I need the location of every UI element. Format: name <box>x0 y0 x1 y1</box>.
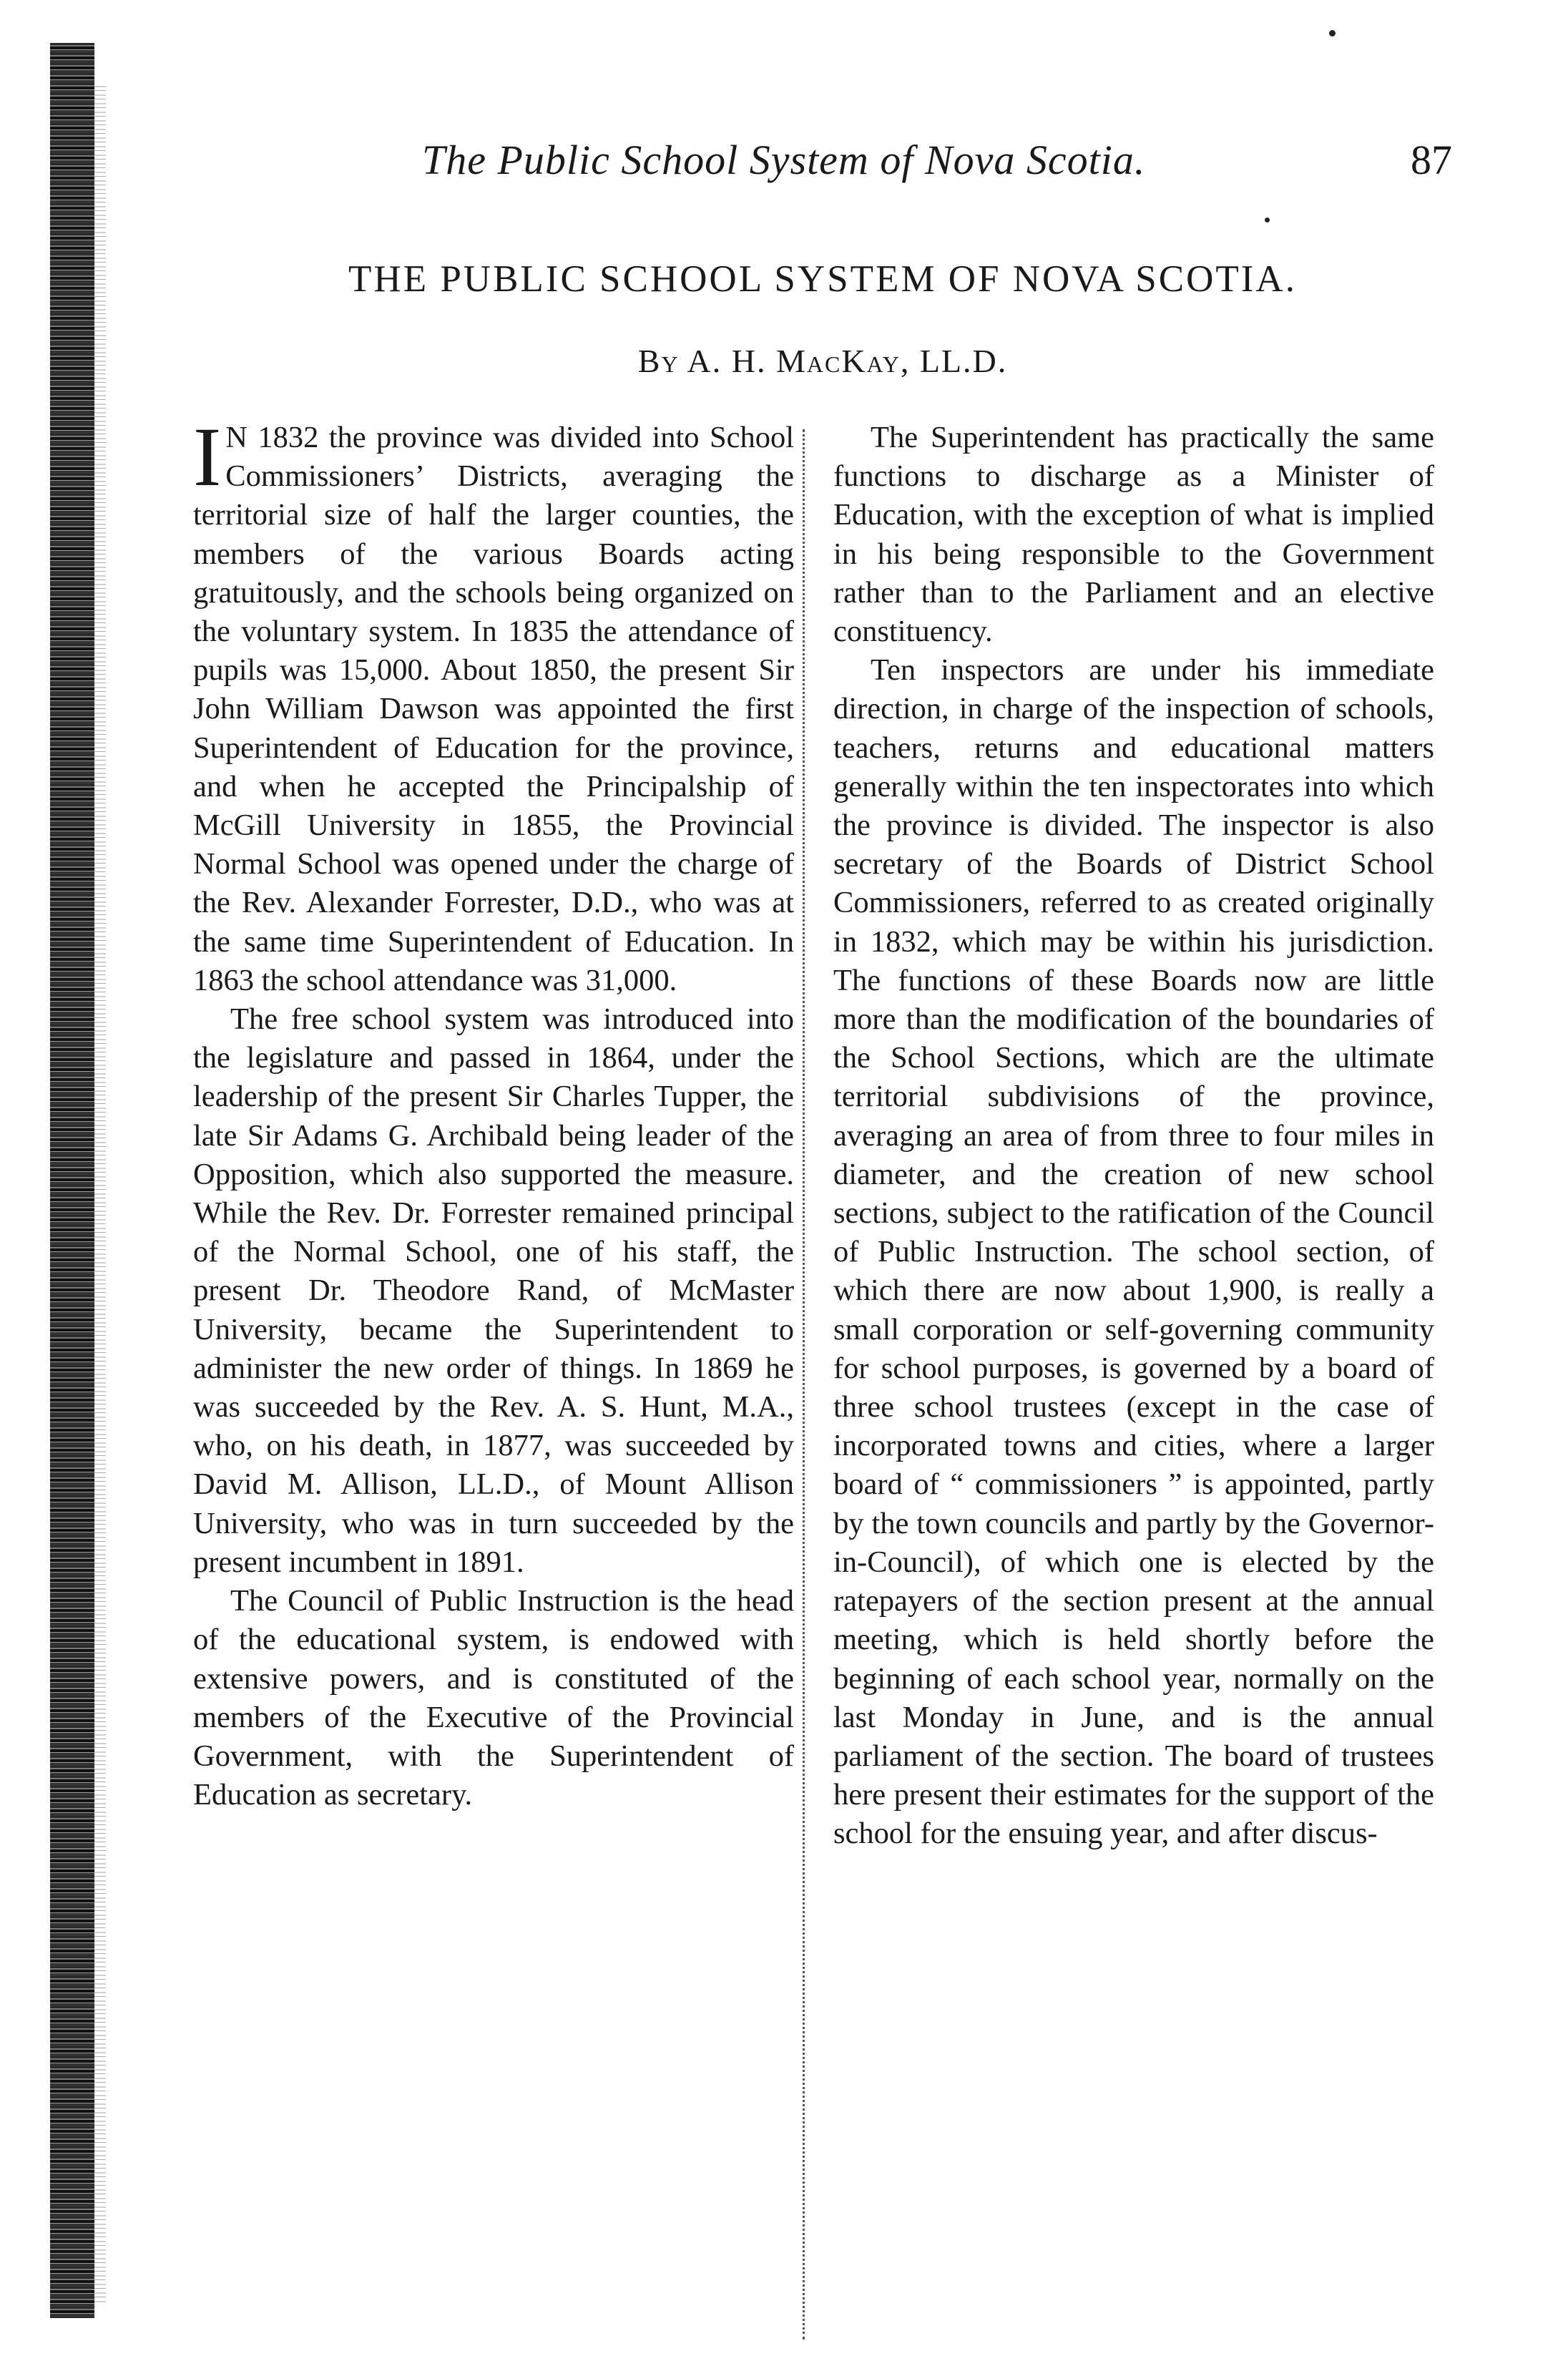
left-column <box>193 410 794 1814</box>
paragraph: Ten inspectors are under his immediate direction, in charge of the inspection of schools, teachers, returns and educational matters generally within the ten inspectorates into which the province is divided. The inspector is also secretary of the Boards of District School Commissioners, referred to as created originally in 1832, which may be within his jurisdiction. The functions of these Boards now are little more than the modification of the boundaries of the School Sections, which are the ultimate territorial subdivisions of the province, averaging an area of from three to four miles in diameter, and the creation of new school sections, subject to the ratification of the Council of Public Instruction. The school section, of which there are now about 1,900, is really a small corporation or self-governing community for school purposes, is governed by a board of three school trustees (except in the case of incorporated towns and cities, where a larger board of “ commissioners ” is appointed, partly by the town councils and partly by the Governor-in-Council), of which one is elected by the ratepayers of the section present at the annual meeting, which is held shortly before the beginning of each school year, normally on the last Monday in June, and is the annual parliament of the section. The board of trustees here present their estimates for the support of the school for the ensuing year, and after discus- <box>833 653 1434 1851</box>
paragraph: The free school system was introduced into the legislature and passed in 1864, under the leadership of the present Sir Charles Tupper, the late Sir Adams G. Archibald being leader of the Opposition, which also supported the measure. While the Rev. Dr. Forrester remained principal of the Normal School, one of his staff, the present Dr. Theodore Rand, of McMaster University, became the Superintendent to administer the new order of things. In 1869 he was succeeded by the Rev. A. S. Hunt, M.A., who, on his death, in 1877, was succeeded by David M. Allison, LL.D., of Mount Allison University, who was in turn succeeded by the present incumbent in 1891. <box>193 1002 794 1579</box>
book-spine-gutter <box>50 43 94 2318</box>
drop-cap: I <box>193 410 222 504</box>
paragraph <box>193 410 794 1000</box>
right-column <box>833 419 1434 1854</box>
ink-speck <box>1265 217 1270 223</box>
page-number: 87 <box>1411 137 1452 183</box>
lead-in: N <box>225 421 248 454</box>
column-divider <box>803 429 805 2340</box>
running-title: The Public School System of Nova Scotia. <box>422 137 1146 183</box>
article-title: THE PUBLIC SCHOOL SYSTEM OF NOVA SCOTIA. <box>348 258 1297 300</box>
running-head <box>193 136 1452 200</box>
paragraph: The Superintendent has practically the same functions to discharge as a Minister of Education, with the exception of what is implied in his being responsible to the Government rather than to the Parliament and an elective constituency. <box>833 421 1434 649</box>
byline: By A. H. MacKay, LL.D. <box>637 343 1008 379</box>
page-edge-shadow <box>94 86 106 2304</box>
paragraph-text: 1832 the province was divided into School Commissioners’ Districts, averaging the territorial size of half the larger counties, the members of the various Boards acting gratuitously, and the schools being organized on the voluntary system. In 1835 the attendance of pupils was 15,000. About 1850, the present Sir John William Dawson was appointed the first Superintendent of Education for the province, and when he accepted the Principalship of McGill University in 1855, the Provincial Normal School was opened under the charge of the Rev. Alexander Forrester, D.D., who was at the same time Superintendent of Education. In 1863 the school attendance was 31,000. <box>193 421 794 997</box>
paragraph: The Council of Public Instruction is the head of the educational system, is endowed with extensive powers, and is constituted of the members of the Executive of the Provincial Government, with the Superintendent of Education as secretary. <box>193 1584 794 1812</box>
ink-speck <box>1329 30 1336 36</box>
